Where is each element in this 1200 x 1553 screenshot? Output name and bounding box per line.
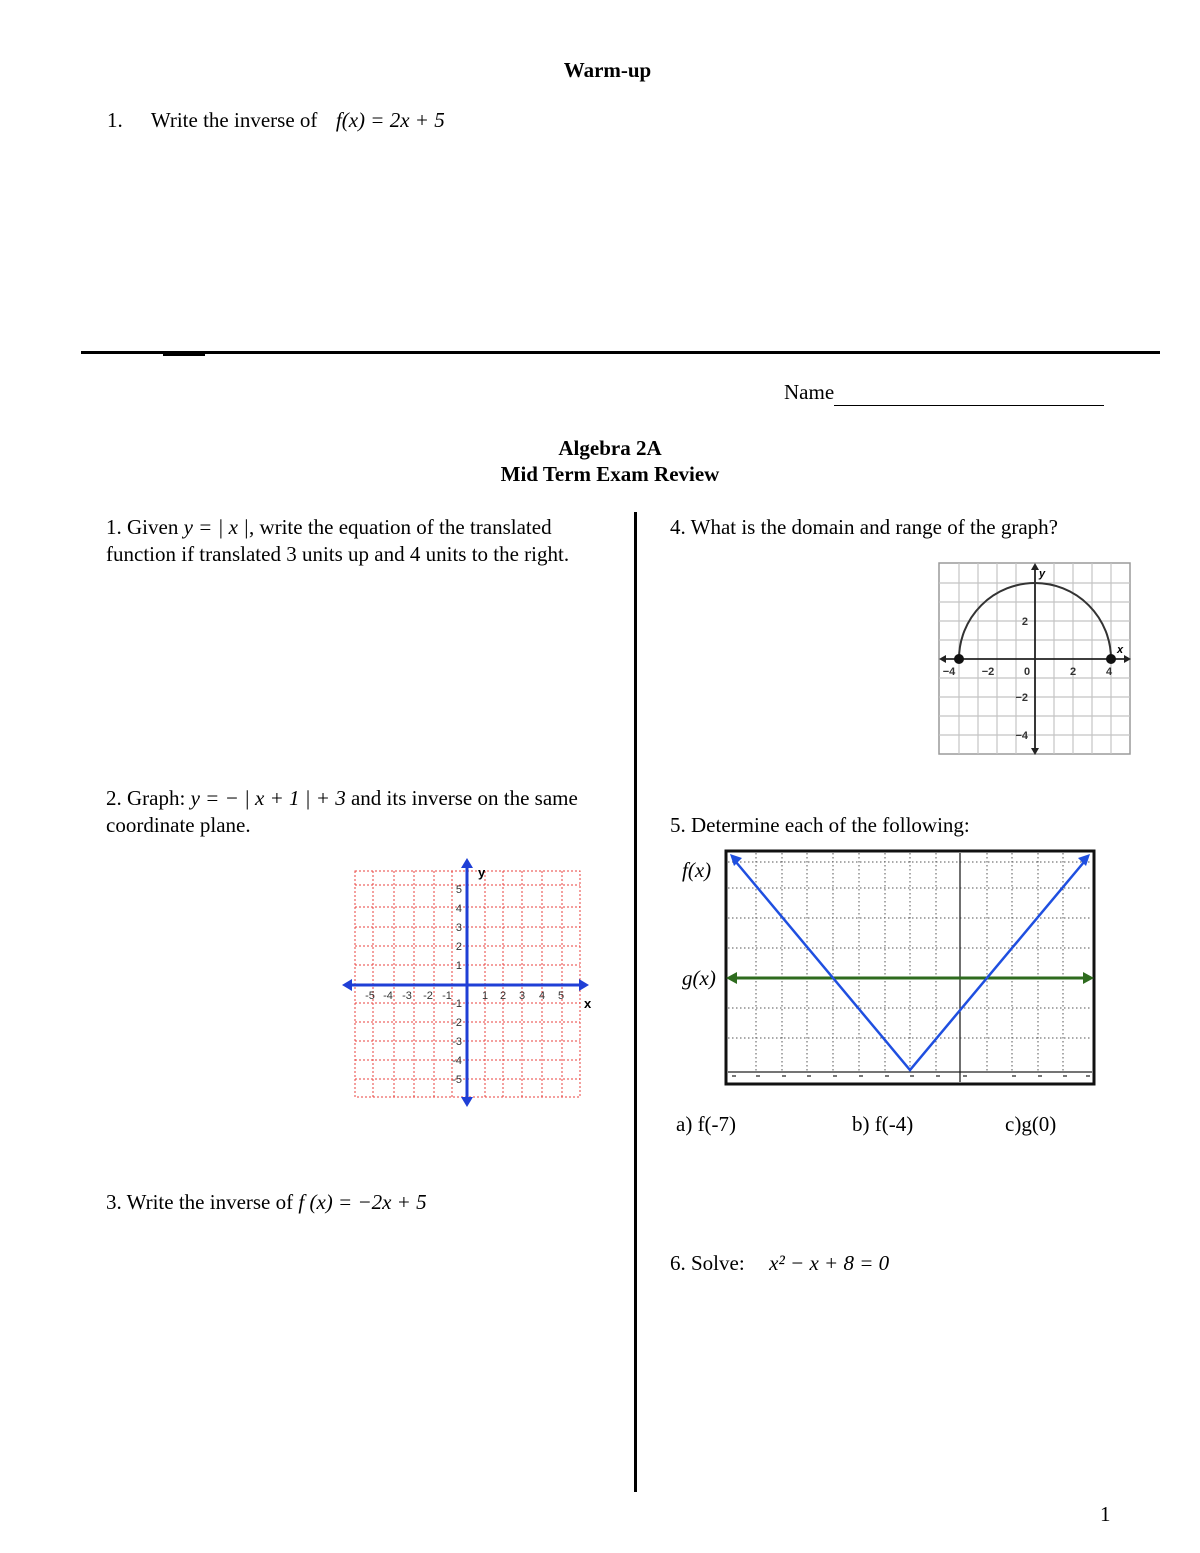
exam-title: Mid Term Exam Review	[500, 462, 720, 486]
q5-x-tick	[936, 1075, 940, 1077]
q5-x-tick	[756, 1075, 760, 1077]
q6-expression: x² − x + 8 = 0	[769, 1251, 890, 1275]
q2-y-tick: -1	[452, 998, 462, 1010]
q2-x-tick: -5	[365, 990, 375, 1002]
q5-x-tick	[1038, 1075, 1042, 1077]
q2-x-tick: 1	[481, 990, 489, 1002]
q1-prefix: 1. Given	[106, 515, 179, 539]
question-2	[106, 785, 606, 839]
name-label: Name	[784, 380, 835, 404]
q4-x-tick: −2	[981, 666, 995, 678]
q4-y-tick: −4	[1015, 730, 1028, 742]
warmup-q1-text: Write the inverse of	[150, 108, 318, 132]
q5-piecewise-graph	[722, 848, 1098, 1088]
q2-x-tick: 5	[557, 990, 565, 1002]
q5-x-tick	[910, 1075, 914, 1077]
q6-prefix: 6. Solve:	[670, 1251, 745, 1275]
q5-f-label: f(x)	[682, 858, 712, 882]
q5-x-tick	[732, 1075, 736, 1077]
q2-x-axis-arrow-right	[579, 979, 589, 991]
q2-y-axis-arrow-down	[461, 1097, 473, 1107]
q2-x-tick: -3	[402, 990, 412, 1002]
question-4: 4. What is the domain and range of the graph?	[670, 515, 1058, 539]
q2-coordinate-grid	[340, 855, 600, 1110]
q2-y-tick: -3	[452, 1036, 462, 1048]
q1-expression: y = | x |	[183, 515, 249, 539]
q4-x-tick: 0	[1023, 666, 1031, 678]
q5-x-tick	[885, 1075, 889, 1077]
q4-x-tick: 4	[1105, 666, 1113, 678]
q2-expression: y = − | x + 1 | + 3	[190, 786, 346, 810]
q2-x-tick: 2	[499, 990, 507, 1002]
q5-x-tick	[782, 1075, 786, 1077]
q5-x-tick	[833, 1075, 837, 1077]
warmup-q1-expression: f(x) = 2x + 5	[335, 108, 445, 132]
q5-x-tick	[1012, 1075, 1016, 1077]
q3-prefix: 3. Write the inverse of	[106, 1190, 294, 1214]
q2-x-tick: -4	[383, 990, 393, 1002]
warmup-title: Warm-up	[563, 58, 652, 82]
q2-x-axis-label: x	[584, 996, 592, 1011]
question-5: 5. Determine each of the following:	[670, 813, 970, 837]
q2-x-axis-arrow-left	[342, 979, 352, 991]
q3-expression: f (x) = −2x + 5	[298, 1190, 427, 1214]
q4-y-axis-label: y	[1039, 568, 1046, 580]
question-6	[670, 1250, 889, 1277]
q4-x-tick: 2	[1069, 666, 1077, 678]
q4-y-tick: 2	[1021, 616, 1028, 628]
q4-endpoint-right	[1106, 654, 1116, 664]
q2-y-tick: 5	[455, 884, 462, 896]
q2-prefix: 2. Graph:	[106, 786, 186, 810]
q2-y-tick: -4	[452, 1055, 462, 1067]
q5-x-tick	[1063, 1075, 1067, 1077]
q2-y-axis-arrow-up	[461, 858, 473, 868]
q2-y-tick: 4	[455, 903, 462, 915]
q5-x-tick	[859, 1075, 863, 1077]
section-divider	[81, 351, 1160, 354]
q2-y-tick: 2	[455, 941, 462, 953]
q5-x-tick	[807, 1075, 811, 1077]
q2-x-tick: -2	[423, 990, 433, 1002]
q2-y-tick: -2	[452, 1017, 462, 1029]
q4-endpoint-left	[954, 654, 964, 664]
q5-part-a: a) f(-7)	[676, 1112, 737, 1136]
warmup-q1-number: 1.	[107, 108, 123, 132]
q5-g-label: g(x)	[682, 966, 716, 990]
q2-y-tick: -5	[452, 1074, 462, 1086]
q2-text: and its inverse on the same coordinate plane.	[106, 786, 578, 837]
page-number: 1	[1100, 1502, 1111, 1526]
q5-x-tick	[963, 1075, 967, 1077]
warmup-question-1	[107, 107, 445, 134]
q4-semicircle-graph	[938, 562, 1132, 756]
question-1	[106, 514, 586, 568]
q2-y-tick: 3	[455, 922, 462, 934]
q4-x-tick: −4	[942, 666, 956, 678]
section-divider-mark	[163, 354, 205, 356]
q2-y-tick: 1	[455, 960, 462, 972]
course-title: Algebra 2A	[558, 436, 662, 460]
q5-x-tick	[1086, 1075, 1090, 1077]
q2-x-tick: 3	[518, 990, 526, 1002]
q2-x-tick: 4	[538, 990, 546, 1002]
q4-x-axis-label: x	[1117, 644, 1124, 656]
question-3	[106, 1189, 427, 1216]
q4-y-tick: −2	[1015, 692, 1028, 704]
q2-y-axis-label: y	[478, 865, 486, 880]
q1-text: , write the equation of the translated function if translated 3 units up and 4 units to the right.	[106, 515, 570, 566]
name-field[interactable]	[784, 379, 1104, 406]
name-blank[interactable]	[834, 385, 1104, 406]
q5-part-b: b) f(-4)	[852, 1112, 914, 1136]
q2-x-tick: -1	[442, 990, 452, 1002]
q5-part-c: c)g(0)	[1005, 1112, 1057, 1136]
column-divider	[634, 512, 637, 1492]
